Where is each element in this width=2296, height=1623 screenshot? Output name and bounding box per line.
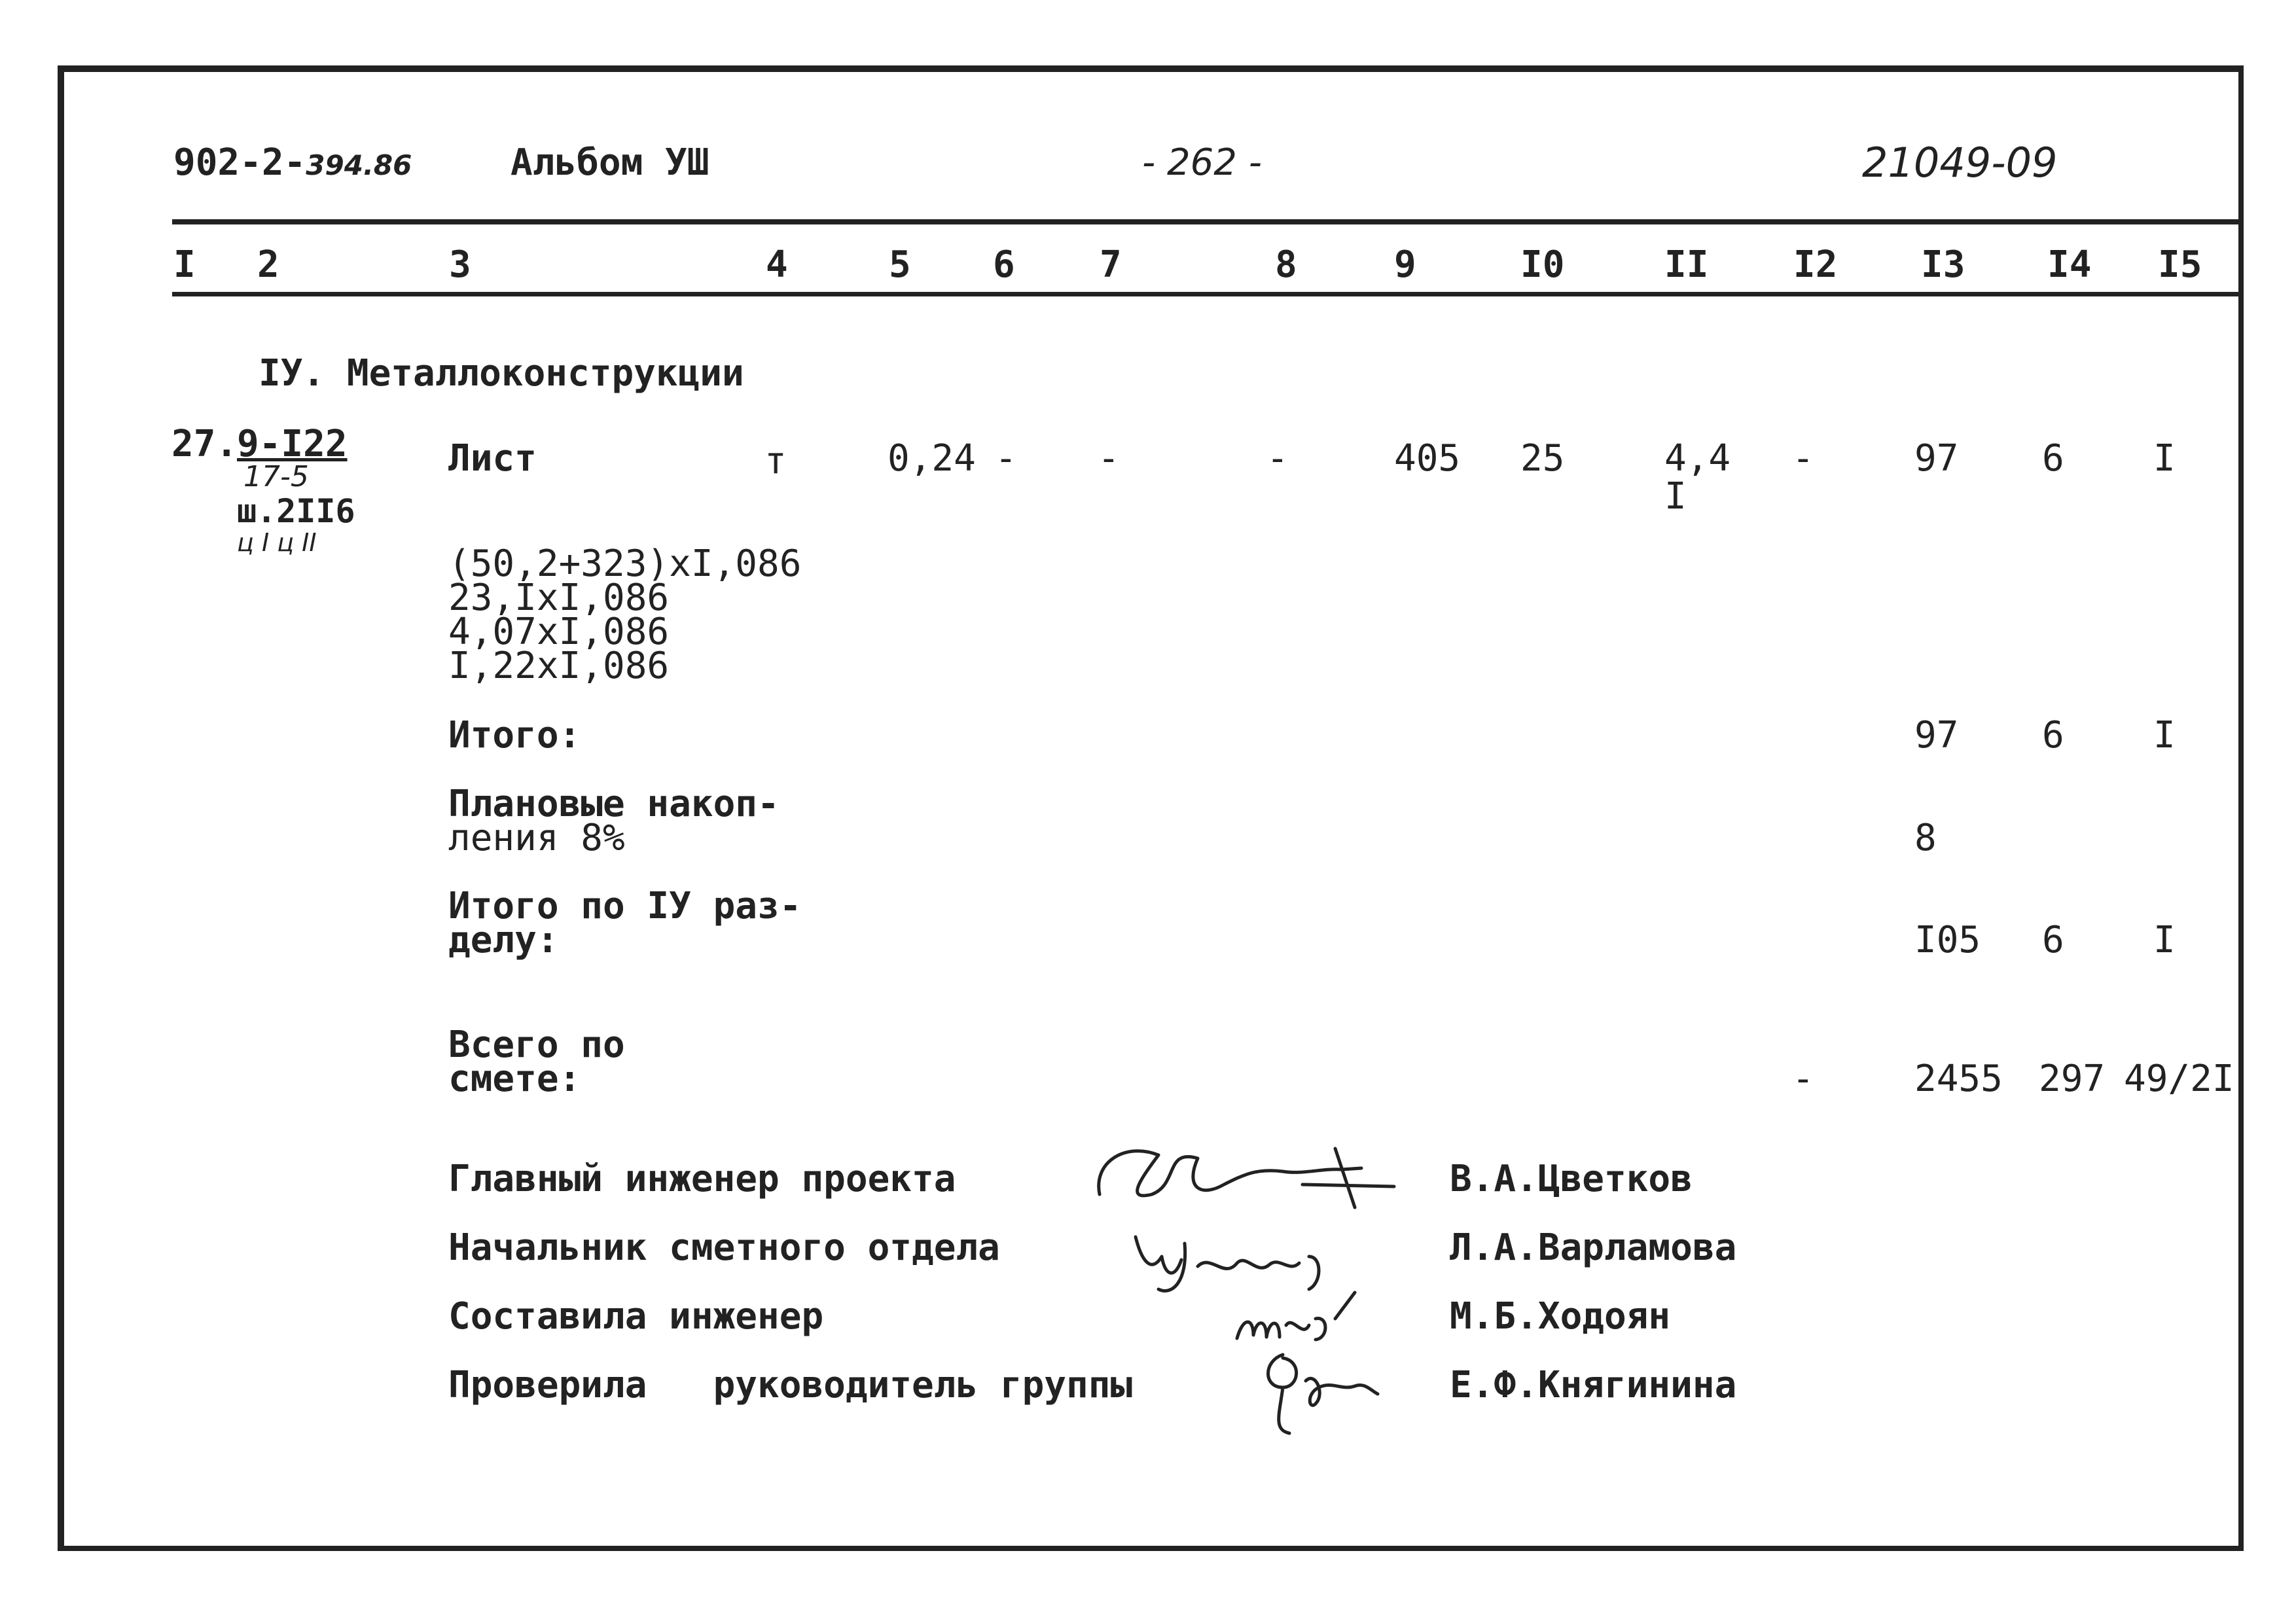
document-code: 21049-09 <box>1862 139 2058 187</box>
col-header-3: 3 <box>449 243 471 286</box>
totals-col12: - <box>1792 1058 1814 1100</box>
item-col8: - <box>1266 437 1289 480</box>
totals-col15: I <box>2153 919 2176 961</box>
totals-label: Итого по IУ раз- <box>448 885 802 927</box>
totals-label-cont: смете: <box>448 1058 581 1100</box>
item-col10: 25 <box>1520 437 1565 480</box>
col-header-12: I2 <box>1793 243 1838 286</box>
item-name: Лист <box>448 437 537 480</box>
calc-line: (50,2+323)xI,086 <box>448 543 802 585</box>
item-ref-handwritten-2: ц I ц II <box>237 528 317 557</box>
col-header-13: I3 <box>1921 243 1965 286</box>
totals-label: Плановые накоп- <box>448 783 780 825</box>
item-col13: 97 <box>1914 437 1959 480</box>
calc-line: I,22xI,086 <box>448 645 670 687</box>
signature-role: Главный инженер проекта <box>448 1158 956 1200</box>
totals-col14: 297 <box>2039 1058 2106 1100</box>
item-ref-sheet: ш.2II6 <box>237 492 355 530</box>
col-header-11: II <box>1664 243 1709 286</box>
item-col12: - <box>1792 437 1814 480</box>
header-rule-bottom <box>172 292 2240 296</box>
item-col9: 405 <box>1394 437 1461 480</box>
col-header-14: I4 <box>2047 243 2092 286</box>
totals-label-cont: ления 8% <box>448 817 625 859</box>
item-col6: - <box>995 437 1017 480</box>
doc-number <box>173 141 412 185</box>
col-header-4: 4 <box>766 243 788 286</box>
totals-col13: 97 <box>1914 714 1959 757</box>
section-title: IУ. Металлоконструкции <box>259 352 744 395</box>
col-header-8: 8 <box>1275 243 1297 286</box>
totals-col15: I <box>2153 714 2176 757</box>
calc-line: 4,07xI,086 <box>448 611 670 653</box>
signature-role: Проверила руководитель группы <box>448 1364 1133 1406</box>
calc-line: 23,IxI,086 <box>448 577 670 619</box>
totals-col15: 49/2I <box>2124 1058 2234 1100</box>
col-header-5: 5 <box>889 243 911 286</box>
signature-mark-1 <box>1086 1122 1414 1227</box>
signature-name: В.А.Цветков <box>1450 1158 1693 1200</box>
totals-label: Всего по <box>448 1024 625 1066</box>
item-ref-main: 9-I22 <box>237 423 348 465</box>
item-col14: 6 <box>2042 437 2064 480</box>
totals-col14: 6 <box>2042 919 2064 961</box>
totals-col13: 2455 <box>1914 1058 2003 1100</box>
col-header-2: 2 <box>257 243 279 286</box>
signature-name: Е.Ф.Княгинина <box>1450 1364 1737 1406</box>
item-ref-handwritten-1: 17-5 <box>243 460 309 493</box>
signature-role: Составила инженер <box>448 1295 824 1338</box>
totals-label-cont: делу: <box>448 919 559 961</box>
signature-mark-4 <box>1244 1342 1401 1440</box>
page-number: - 262 - <box>1142 141 1262 184</box>
col-header-1: I <box>173 243 196 286</box>
signature-name: Л.А.Варламова <box>1450 1226 1737 1269</box>
signature-name: М.Б.Ходоян <box>1450 1295 1671 1338</box>
item-col11-line2: I <box>1664 475 1687 518</box>
header-rule-top <box>172 219 2240 224</box>
totals-col13: 8 <box>1914 817 1937 859</box>
doc-number-printed: 902-2- <box>173 141 306 184</box>
signature-mark-3 <box>1230 1279 1388 1351</box>
item-ref-prefix: 27. <box>171 423 238 465</box>
col-header-10: I0 <box>1520 243 1565 286</box>
totals-label: Итого: <box>448 714 581 757</box>
item-col15: I <box>2153 437 2176 480</box>
item-unit: т <box>764 440 787 482</box>
signature-role: Начальник сметного отдела <box>448 1226 1000 1269</box>
col-header-15: I5 <box>2158 243 2202 286</box>
col-header-9: 9 <box>1394 243 1416 286</box>
item-col11-line1: 4,4 <box>1664 437 1731 480</box>
doc-number-handwritten: 394.86 <box>306 149 412 181</box>
page-frame <box>58 65 2244 1551</box>
item-quantity: 0,24 <box>888 437 976 480</box>
totals-col13: I05 <box>1914 919 1981 961</box>
item-col7: - <box>1098 437 1120 480</box>
totals-col14: 6 <box>2042 714 2064 757</box>
col-header-7: 7 <box>1100 243 1122 286</box>
col-header-6: 6 <box>993 243 1015 286</box>
album-title: Альбом УШ <box>511 141 709 184</box>
